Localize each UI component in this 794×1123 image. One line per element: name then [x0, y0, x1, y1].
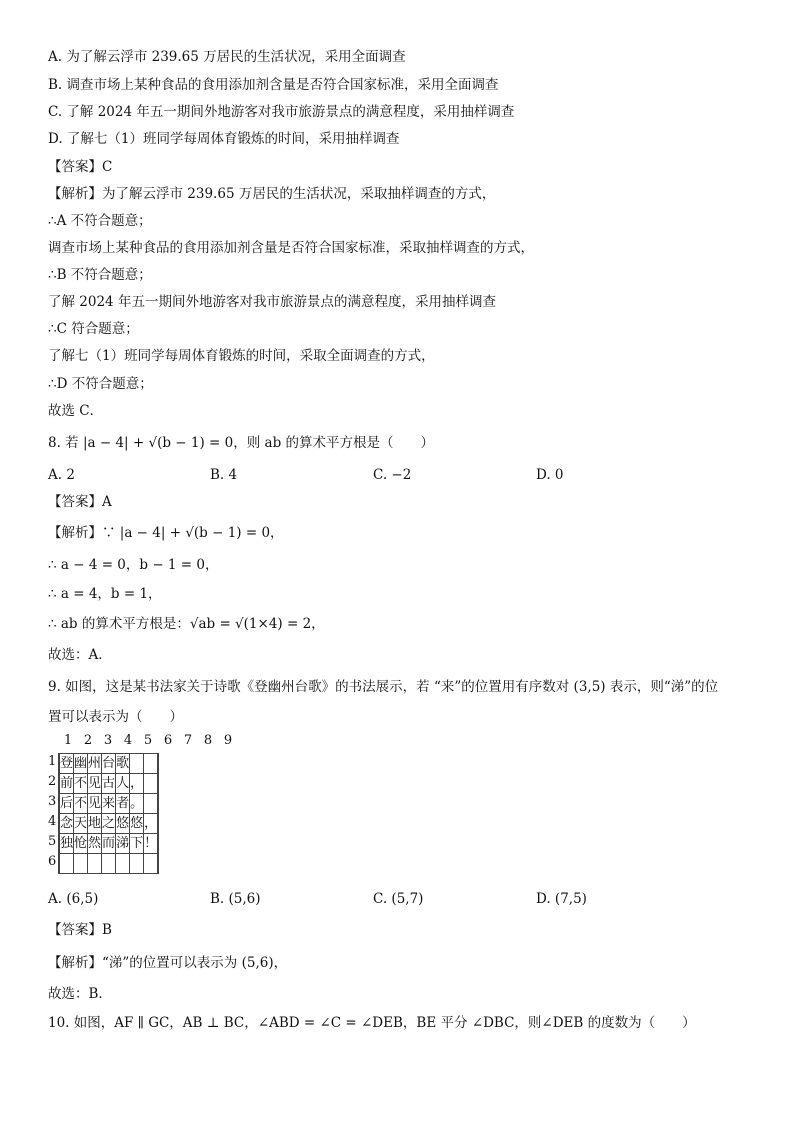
grid-column-label: 7: [183, 733, 193, 748]
q9-option-d: D. (7,5): [536, 891, 587, 907]
grid-cell: ，: [130, 774, 144, 794]
grid-cell: [130, 854, 144, 874]
grid-cell: 独: [60, 834, 74, 854]
grid-column-label: 4: [123, 733, 133, 748]
q8-analysis-line: ∴ a = 4，b = 1，: [48, 586, 162, 602]
grid-column-label: 8: [203, 733, 213, 748]
q8-analysis-line: 【解析】∵ |a − 4| + √(b − 1) = 0，: [48, 525, 284, 541]
grid-cell: [74, 854, 88, 874]
grid-cell: [116, 854, 130, 874]
grid-cell: 见: [88, 774, 102, 794]
q7-option-b: B. 调查市场上某种食品的食用添加剂含量是否符合国家标准，采用全面调查: [48, 77, 499, 93]
grid-cell: [144, 754, 158, 774]
grid-cell: 不: [74, 794, 88, 814]
grid-cell: 怆: [74, 834, 88, 854]
q9-analysis: 【解析】“涕”的位置可以表示为 (5,6)，: [48, 955, 288, 971]
q7-option-c: C. 了解 2024 年五一期间外地游客对我市旅游景点的满意程度，采用抽样调查: [48, 104, 515, 120]
q9-question-cont: 置可以表示为（ ）: [48, 709, 183, 725]
grid-row-label: 4: [48, 814, 57, 829]
grid-row-label: 5: [48, 834, 57, 849]
grid-cell: 地: [88, 814, 102, 834]
grid-cell: 天: [74, 814, 88, 834]
q7-analysis-line: ∴D 不符合题意；: [48, 376, 153, 392]
grid-cell: [158, 854, 159, 874]
grid-row: [59, 754, 159, 774]
grid-row: [59, 814, 159, 834]
grid-row: [59, 774, 159, 794]
q9-question: 9. 如图，这是某书法家关于诗歌《登幽州台歌》的书法展示，若 “来”的位置用有序数对 (3,5) 表示，则“涕”的位: [48, 679, 719, 695]
grid-cell: 者: [116, 794, 130, 814]
grid-cell: 之: [102, 814, 116, 834]
grid-cell: 见: [88, 794, 102, 814]
grid-cell: 幽: [74, 754, 88, 774]
grid-cell: [144, 794, 158, 814]
q9-option-a: A. (6,5): [48, 891, 99, 907]
q8-conclusion: 故选：A．: [48, 647, 112, 663]
q8-answer: 【答案】A: [48, 494, 112, 510]
q7-analysis-line: ∴B 不符合题意；: [48, 267, 152, 283]
grid-cell: 前: [60, 774, 74, 794]
q7-analysis-line: ∴A 不符合题意；: [48, 213, 152, 229]
grid-cell: [130, 754, 144, 774]
q7-analysis-line: 调查市场上某种食品的食用添加剂含量是否符合国家标准，采取抽样调查的方式，: [48, 240, 534, 256]
grid-cell: 。: [130, 794, 144, 814]
grid-row-label: 2: [48, 774, 57, 789]
grid-cell: 古: [102, 774, 116, 794]
grid-cell: 登: [60, 754, 74, 774]
q7-analysis-line: 了解 2024 年五一期间外地游客对我市旅游景点的满意程度，采用抽样调查: [48, 294, 496, 310]
q7-analysis-line: 【解析】为了解云浮市 239.65 万居民的生活状况，采取抽样调查的方式，: [48, 186, 496, 202]
grid-cell: ！: [144, 834, 158, 854]
grid-cell: 下: [130, 834, 144, 854]
grid-cell: [88, 854, 102, 874]
grid-cell: 歌: [116, 754, 130, 774]
grid-row: [59, 834, 159, 854]
grid-column-label: 6: [163, 733, 173, 748]
q9-answer: 【答案】B: [48, 922, 112, 938]
grid-row-label: 6: [48, 854, 57, 869]
grid-cell: 台: [102, 754, 116, 774]
grid-cell: 而: [102, 834, 116, 854]
grid-cell: [102, 854, 116, 874]
grid-row-label: 1: [48, 754, 57, 769]
grid-cell: [158, 834, 159, 854]
grid-cell: 州: [88, 754, 102, 774]
grid-cell: [158, 814, 159, 834]
grid-cell: 后: [60, 794, 74, 814]
grid-cell: 不: [74, 774, 88, 794]
q7-analysis-line: 了解七（1）班同学每周体育锻炼的时间，采取全面调查的方式，: [48, 348, 435, 364]
q10-question: 10. 如图，AF ∥ GC，AB ⊥ BC，∠ABD = ∠C = ∠DEB，BE 平分 ∠DBC，则∠DEB 的度数为（ ）: [48, 1015, 696, 1031]
grid-cell: 念: [60, 814, 74, 834]
q8-option-b: B. 4: [210, 467, 238, 483]
q9-option-c: C. (5,7): [373, 891, 424, 907]
grid-cell: ，: [144, 814, 158, 834]
grid-column-label: 1: [63, 733, 73, 748]
grid-column-label: 3: [103, 733, 113, 748]
grid-cell: [158, 754, 159, 774]
grid-cell: 然: [88, 834, 102, 854]
grid-row-label: 3: [48, 794, 57, 809]
q7-conclusion: 故选 C．: [48, 403, 104, 419]
grid-column-label: 9: [223, 733, 233, 748]
grid-row: [59, 854, 159, 874]
q7-option-d: D. 了解七（1）班同学每周体育锻炼的时间，采用抽样调查: [48, 131, 400, 147]
grid-cell: 悠: [116, 814, 130, 834]
grid-column-label: 2: [83, 733, 93, 748]
q8-analysis-line: ∴ ab 的算术平方根是：√ab = √(1×4) = 2，: [48, 616, 325, 632]
q9-option-b: B. (5,6): [210, 891, 261, 907]
q8-question: 8. 若 |a − 4| + √(b − 1) = 0，则 ab 的算术平方根是（ ）: [48, 435, 435, 451]
grid-cell: 人: [116, 774, 130, 794]
grid-column-label: 5: [143, 733, 153, 748]
grid-cell: [158, 774, 159, 794]
grid-cell: 悠: [130, 814, 144, 834]
q7-answer: 【答案】C: [48, 159, 113, 175]
grid-cell: [158, 794, 159, 814]
grid-cell: [144, 774, 158, 794]
q8-option-c: C. −2: [373, 467, 412, 483]
q8-option-a: A. 2: [48, 467, 75, 483]
q9-conclusion: 故选：B．: [48, 986, 112, 1002]
q7-analysis-line: ∴C 符合题意；: [48, 321, 139, 337]
q8-analysis-line: ∴ a − 4 = 0，b − 1 = 0，: [48, 557, 219, 573]
grid-cell: 涕: [116, 834, 130, 854]
grid-row: [59, 794, 159, 814]
grid-table: [58, 753, 159, 874]
grid-cell: [60, 854, 74, 874]
q7-option-a: A. 为了解云浮市 239.65 万居民的生活状况，采用全面调查: [48, 49, 406, 65]
q8-option-d: D. 0: [536, 467, 564, 483]
grid-cell: 来: [102, 794, 116, 814]
grid-cell: [144, 854, 158, 874]
